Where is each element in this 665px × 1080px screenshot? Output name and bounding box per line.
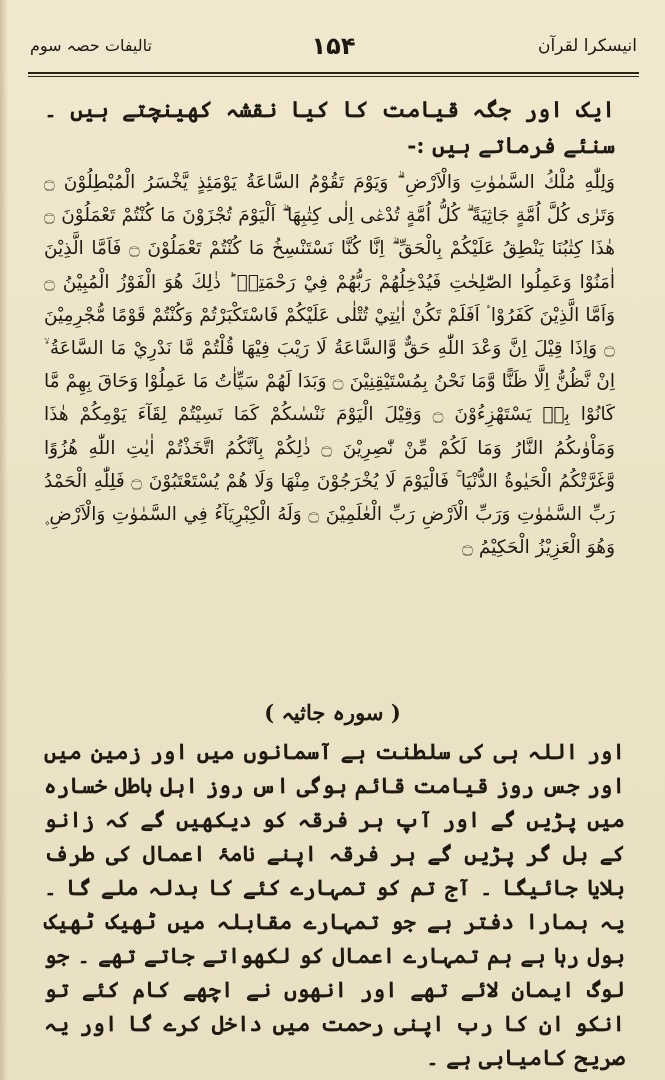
page-number: ۱۵۴ bbox=[311, 32, 356, 60]
urdu-translation: اور اللہ ہی کی سلطنت ہے آسمانوں میں اور زمین میں اور جس روز قیامت قائم ہوگی اس روز اہل باطل خسارہ میں پڑیں گے اور آپ ہر فرقہ کو دیکھیں گے کہ زانو کے بل گر پڑیں گے ہر فرقہ اپنے نامۂ اعمال کی طرف بلایا جائیگا ۔ آج تم کو تمہارے کئے کا بدلہ ملے گا ۔ یہ ہمارا دفتر ہے جو تمہارے مقابلہ میں ٹھیک ٹھیک بول رہا ہے ہم تمہارے اعمال کو لکھواتے جاتے تھے ۔ جو لوگ ایمان لائے تھے اور انھوں نے اچھے کام کئے تو انکو ان کا رب اپنی رحمت میں داخل کرے گا اور یہ صریح کامیابی ہے ۔ bbox=[44, 740, 625, 1071]
quran-verse-block: وَلِلّٰهِ مُلْكُ السَّمٰوٰتِ وَالْاَرْضِ ۗ وَيَوْمَ تَقُوْمُ السَّاعَةُ يَوْمَئِذٍ يَّخْسَرُ الْمُبْطِلُوْنَ ۝ وَتَرٰى كُلَّ اُمَّةٍ جَاثِيَةً ۗ كُلُّ اُمَّةٍ تُدْعٰۤى اِلٰى كِتٰبِهَا ۗ اَلْيَوْمَ تُجْزَوْنَ مَا كُنْتُمْ تَعْمَلُوْنَ ۝ هٰذَا كِتٰبُنَا يَنْطِقُ عَلَيْكُمْ بِالْحَقِّ ۗ اِنَّا كُنَّا نَسْتَنْسِخُ مَا كُنْتُمْ تَعْمَلُوْنَ ۝ فَاَمَّا الَّذِيْنَ اٰمَنُوْا وَعَمِلُوا الصّٰلِحٰتِ فَيُدْخِلُهُمْ رَبُّهُمْ فِيْ رَحْمَتِهٖ ؕ ذٰلِكَ هُوَ الْفَوْزُ الْمُبِيْنُ ۝ وَاَمَّا الَّذِيْنَ كَفَرُوْا ۟ اَفَلَمْ تَكُنْ اٰيٰتِيْ تُتْلٰى عَلَيْكُمْ فَاسْتَكْبَرْتُمْ وَكُنْتُمْ قَوْمًا مُّجْرِمِيْنَ ۝ وَاِذَا قِيْلَ اِنَّ وَعْدَ اللّٰهِ حَقٌّ وَّالسَّاعَةُ لَا رَيْبَ فِيْهَا قُلْتُمْ مَّا نَدْرِيْ مَا السَّاعَةُ ۙ اِنْ نَّظُنُّ اِلَّا ظَنًّا وَّمَا نَحْنُ بِمُسْتَيْقِنِيْنَ ۝ وَبَدَا لَهُمْ سَيِّاٰتُ مَا عَمِلُوْا وَحَاقَ بِهِمْ مَّا كَانُوْا بِهٖ يَسْتَهْزِءُوْنَ ۝ وَقِيْلَ الْيَوْمَ نَنْسٰىكُمْ كَمَا نَسِيْتُمْ لِقَآءَ يَوْمِكُمْ هٰذَا وَمَاْوٰىكُمُ النَّارُ وَمَا لَكُمْ مِّنْ نّٰصِرِيْنَ ۝ ذٰلِكُمْ بِاَنَّكُمُ اتَّخَذْتُمْ اٰيٰتِ اللّٰهِ هُزُوًا وَّغَرَّتْكُمُ الْحَيٰوةُ الدُّنْيَا ۚ فَالْيَوْمَ لَا يُخْرَجُوْنَ مِنْهَا وَلَا هُمْ يُسْتَعْتَبُوْنَ ۝ فَلِلّٰهِ الْحَمْدُ رَبِّ السَّمٰوٰتِ وَرَبِّ الْاَرْضِ رَبِّ الْعٰلَمِيْنَ ۝ وَلَهُ الْكِبْرِيَآءُ فِي السَّمٰوٰتِ وَالْاَرْضِ ۪ وَهُوَ الْعَزِيْزُ الْحَكِيْمُ ۝ bbox=[44, 172, 615, 559]
surah-reference: ( سورہ جاثیہ ) bbox=[264, 700, 401, 725]
intro-line: ایک اور جگہ قیامت کا کیا نقشہ کھینچتے ہیں ۔ سنئے فرماتے ہیں :- bbox=[44, 97, 615, 159]
page-binding-shadow bbox=[0, 0, 8, 1080]
header-divider bbox=[28, 72, 639, 77]
page-header bbox=[30, 32, 637, 68]
main-content bbox=[44, 92, 615, 564]
section-title: تالیفات حصہ سوم bbox=[30, 36, 152, 55]
book-title: انیسکرا لقرآن bbox=[537, 36, 637, 56]
